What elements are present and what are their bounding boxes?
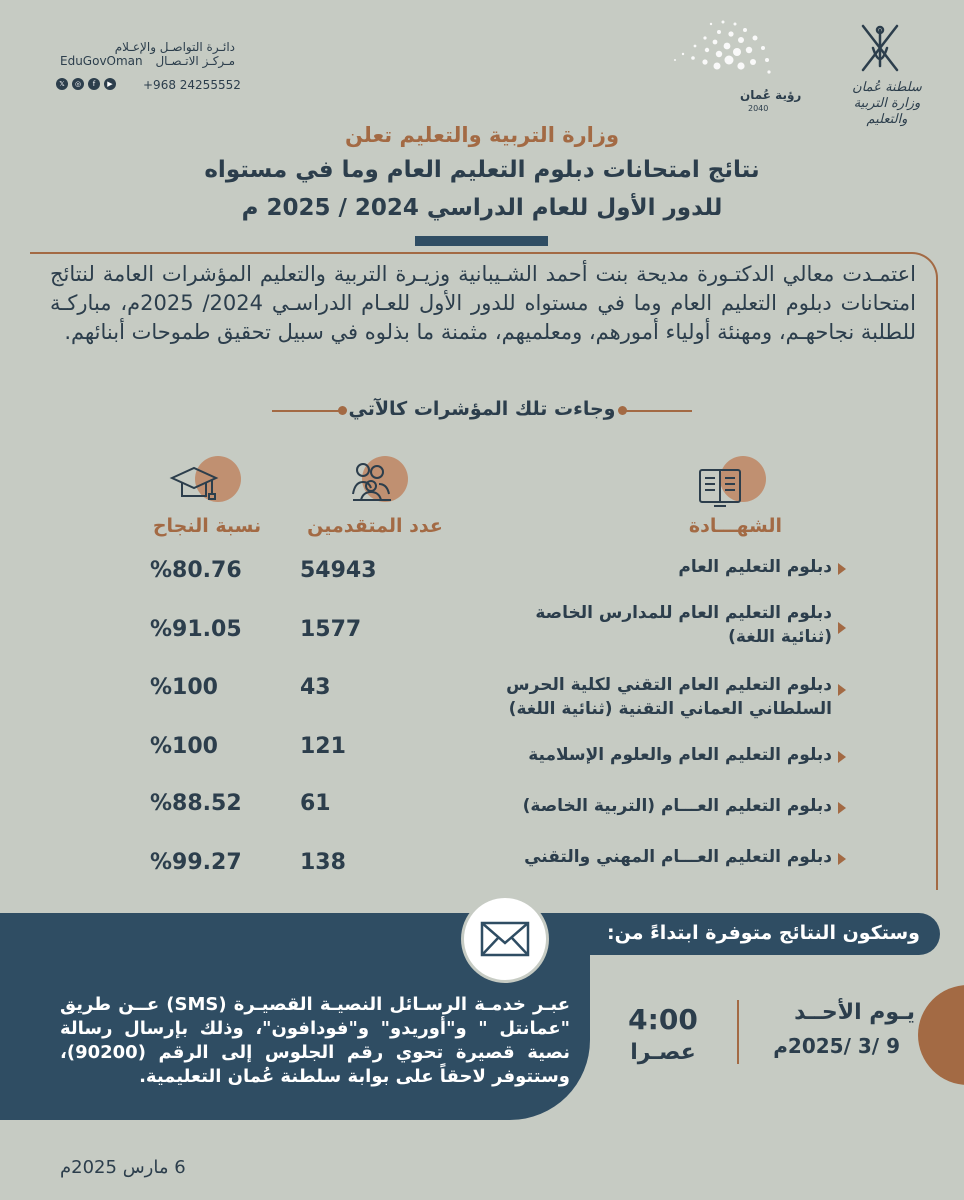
release-time-label: عصـرا xyxy=(630,1040,696,1065)
time-date-divider xyxy=(737,1000,739,1064)
social-handle: EduGovOman xyxy=(60,54,143,68)
intro-paragraph: اعتمـدت معالي الدكتـورة مديحة بنت أحمد الشـيبانية وزيـرة التربية والتعليم المؤشرات العامة لنتائج امتحانات دبلوم التعليم العام وما في مستواه للدور الأول للعـام الدراسـي 2024/ 2025م، مباركـة للطلبة نجاحهـم، ومهنئة أولياء أمورهم، ومعلميهم، مثمنة ما بذلوه في سبيل تحقيق طموحات أبنائهم. xyxy=(50,262,916,344)
heading-rule-right xyxy=(622,410,692,412)
x-icon[interactable]: 𝕏 xyxy=(56,78,68,90)
youtube-icon[interactable]: ▶ xyxy=(104,78,116,90)
col-header-applicants: عدد المتقدمين xyxy=(307,515,443,537)
instagram-icon[interactable]: ◎ xyxy=(72,78,84,90)
book-icon xyxy=(694,466,746,510)
heading-dot-right xyxy=(618,406,627,415)
row-certificate: دبلوم التعليم العام التقني لكلية الحرس السلطاني العماني التقنية (ثنائية اللغة) xyxy=(506,675,832,719)
envelope-icon-bg xyxy=(464,898,546,980)
col-header-certificate: الشهـــادة xyxy=(688,515,782,537)
announcement-title: وزارة التربية والتعليم تعلن xyxy=(344,123,620,147)
row-certificate: دبلوم التعليم العام والعلوم الإسلامية xyxy=(528,745,832,765)
announcement-session: للدور الأول للعام الدراسي 2024 / 2025 م xyxy=(241,195,723,221)
row-pass-rate: %100 xyxy=(150,734,218,759)
row-pass-rate: %80.76 xyxy=(150,558,242,583)
phone-number: +968 24255552 xyxy=(143,78,241,92)
row-applicants: 1577 xyxy=(300,617,362,642)
oman-khanjar-emblem-icon xyxy=(845,18,915,78)
row-pass-rate: %99.27 xyxy=(150,850,242,875)
announcement-subtitle: نتائج امتحانات دبلوم التعليم العام وما في مستواه xyxy=(204,157,760,183)
dept-line-contact: مـركـز الاتـصـال xyxy=(155,54,235,68)
department-info xyxy=(60,40,235,68)
row-applicants: 121 xyxy=(300,734,346,759)
indicators-heading: وجاءت تلك المؤشرات كالآتي xyxy=(348,398,616,420)
facebook-icon[interactable]: f xyxy=(88,78,100,90)
availability-heading: وستكون النتائج متوفرة ابتداءً من: xyxy=(607,922,920,944)
logo-line-country: سلطنة عُمان xyxy=(852,80,922,95)
row-pass-rate: %88.52 xyxy=(150,791,242,816)
release-day: يـوم الأحــد xyxy=(794,1000,915,1025)
row-pass-rate: %91.05 xyxy=(150,617,242,642)
sms-description: عبـر خدمـة الرسـائل النصيـة القصيـرة (SMS) عــن طريق "عمانتل " و"أوريدو" و"فودافون"، وذلك بإرسال رسالة نصية قصيرة تحوي رقم الجلوس إلى الرقم (90200)، وستتوفر لاحقاً على بوابة سلطنة عُمان التعليمية. xyxy=(60,994,570,1087)
row-certificate: دبلوم التعليم العام xyxy=(678,557,832,577)
row-applicants: 43 xyxy=(300,675,331,700)
row-certificate: دبلوم التعليم العـــام المهني والتقني xyxy=(524,847,832,867)
row-certificate: دبلوم التعليم العام للمدارس الخاصة (ثنائية اللغة) xyxy=(535,603,832,647)
release-time: 4:00 xyxy=(628,1003,698,1036)
col-header-pass-rate: نسبة النجاح xyxy=(152,515,262,537)
title-underline xyxy=(415,236,548,246)
ministry-logo-text xyxy=(832,80,942,128)
heading-rule-left xyxy=(272,410,342,412)
row-applicants: 138 xyxy=(300,850,346,875)
heading-dot-left xyxy=(338,406,347,415)
row-applicants: 54943 xyxy=(300,558,377,583)
decorative-circle xyxy=(918,985,964,1085)
vision-year: 2040 xyxy=(748,104,769,113)
row-pass-rate: %100 xyxy=(150,675,218,700)
graduation-cap-icon xyxy=(168,464,220,508)
row-applicants: 61 xyxy=(300,791,331,816)
release-date: 9 /3 /2025م xyxy=(773,1034,900,1058)
students-icon xyxy=(345,460,397,504)
social-icons xyxy=(56,78,116,90)
vision-label: رؤية عُمان xyxy=(740,88,802,102)
envelope-icon xyxy=(464,898,546,980)
publish-date: 6 مارس 2025م xyxy=(60,1157,186,1178)
dept-line-media: دائـرة التواصـل والإعـلام xyxy=(114,40,235,54)
row-certificate: دبلوم التعليم العـــام (التربية الخاصة) xyxy=(522,796,832,816)
logo-line-ministry: وزارة التربية والتعليم xyxy=(853,96,921,127)
